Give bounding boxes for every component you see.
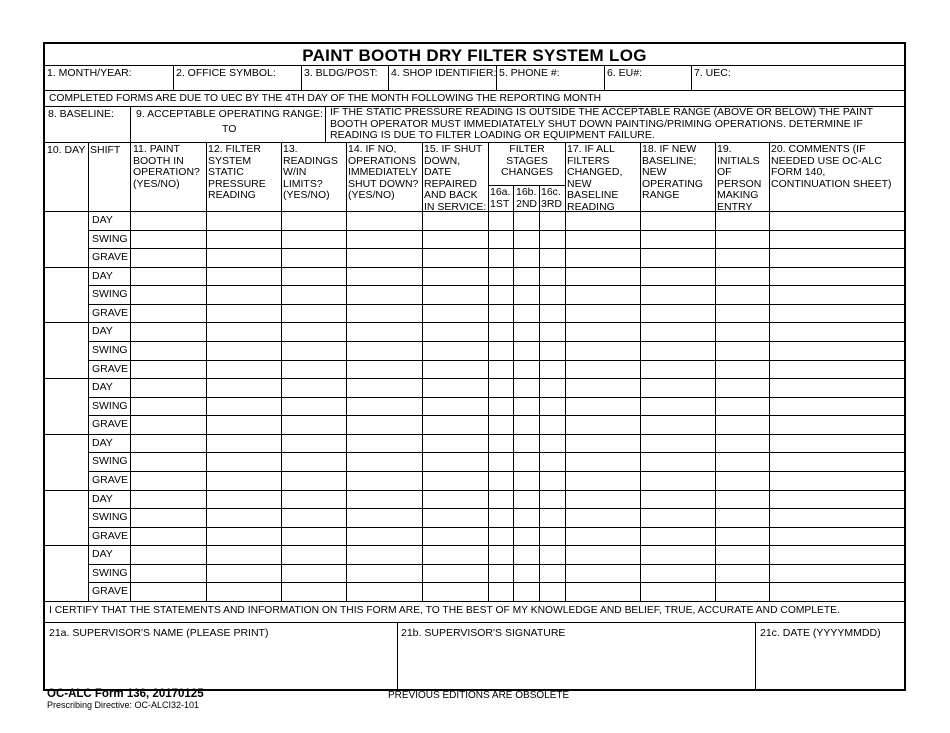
table-row-shift: SWING <box>92 232 128 245</box>
row-divider <box>45 267 904 268</box>
row-divider <box>88 452 904 453</box>
table-row-shift: DAY <box>92 269 113 282</box>
col-16b-header: 16b. 2ND <box>516 186 538 210</box>
row-divider <box>88 582 904 583</box>
col-17-header: 17. IF ALL FILTERS CHANGED, NEW BASELINE READING <box>567 143 623 213</box>
supervisor-date-field[interactable]: 21c. DATE (YYYYMMDD) <box>760 627 881 639</box>
table-row-shift: GRAVE <box>92 418 128 431</box>
col-13-header: 13. READINGS W/IN LIMITS? (YES/NO) <box>283 143 338 201</box>
col-16a-header: 16a. 1ST <box>490 186 511 210</box>
col-19-header: 19. INITIALS OF PERSON MAKING ENTRY <box>717 143 762 213</box>
obsolete-notice: PREVIOUS EDITIONS ARE OBSOLETE <box>388 690 570 701</box>
col-20-header: 20. COMMENTS (IF NEEDED USE OC-ALC FORM 140, CONTINUATION SHEET) <box>771 143 892 190</box>
row-divider <box>45 545 904 546</box>
row-divider <box>88 248 904 249</box>
form-title: PAINT BOOTH DRY FILTER SYSTEM LOG <box>302 46 647 65</box>
col-16-header: FILTER STAGES CHANGES <box>501 143 553 178</box>
phone-field[interactable]: 5. PHONE #: <box>499 67 560 79</box>
pressure-instruction: IF THE STATIC PRESSURE READING IS OUTSIDE THE ACCEPTABLE RANGE (ABOVE OR BELOW) THE PAINT BOOTH OPERATOR MUST IMMEDIATATELY SHUT DOWN PAINTING/PRIMING OPERATIONS. DETERMINE IF READING IS DUE TO FILTER LOADING OR EQUIPMENT FAILURE. <box>330 106 873 141</box>
row-divider <box>88 341 904 342</box>
office-symbol-field[interactable]: 2. OFFICE SYMBOL: <box>176 67 276 79</box>
table-row-shift: DAY <box>92 214 113 226</box>
row-divider <box>88 304 904 305</box>
table-row-shift: DAY <box>92 325 113 338</box>
dry-filter-log-form <box>43 42 906 691</box>
table-row-shift: SWING <box>92 566 128 579</box>
table-row-shift: SWING <box>92 399 128 412</box>
row-divider <box>45 490 904 491</box>
table-row-shift: GRAVE <box>92 585 128 598</box>
table-row-shift: GRAVE <box>92 251 128 264</box>
month-year-field[interactable]: 1. MONTH/YEAR: <box>47 67 132 79</box>
row-divider <box>88 285 904 286</box>
row-divider <box>88 360 904 361</box>
table-row-shift: GRAVE <box>92 529 128 542</box>
col-16c-header: 16c. 3RD <box>541 186 563 210</box>
row-divider <box>88 508 904 509</box>
table-row-shift: SWING <box>92 511 128 524</box>
supervisor-name-field[interactable]: 21a. SUPERVISOR'S NAME (PLEASE PRINT) <box>49 627 269 639</box>
form-id: OC-ALC Form 136, 20170125 <box>47 688 204 700</box>
operating-range-label: 9. ACCEPTABLE OPERATING RANGE: <box>136 108 323 120</box>
col-18-header: 18. IF NEW BASELINE; NEW OPERATING RANGE <box>642 143 704 201</box>
table-row-shift: DAY <box>92 436 113 449</box>
row-divider <box>88 230 904 231</box>
due-notice: COMPLETED FORMS ARE DUE TO UEC BY THE 4TH DAY OF THE MONTH FOLLOWING THE REPORTING MONTH <box>49 93 602 104</box>
table-row-shift: SWING <box>92 455 128 468</box>
certification-statement: I CERTIFY THAT THE STATEMENTS AND INFORMATION ON THIS FORM ARE, TO THE BEST OF MY KNOWLEDGE AND BELIEF, TRUE, ACCURATE AND COMPLETE. <box>49 605 840 616</box>
table-row-shift: DAY <box>92 492 113 505</box>
col-11-header: 11. PAINT BOOTH IN OPERATION? (YES/NO) <box>133 143 200 190</box>
eu-field[interactable]: 6. EU#: <box>607 67 643 79</box>
table-row-shift: GRAVE <box>92 473 128 486</box>
range-to-label: TO <box>222 123 237 135</box>
col-day-header: 10. DAY <box>47 144 86 156</box>
row-divider <box>45 211 904 212</box>
row-divider <box>88 415 904 416</box>
table-row-shift: DAY <box>92 381 113 394</box>
col-14-header: 14. IF NO, OPERATIONS IMMEDIATELY SHUT DOWN? (YES/NO) <box>348 143 419 201</box>
row-divider <box>45 378 904 379</box>
table-row-shift: SWING <box>92 288 128 301</box>
bldg-post-field[interactable]: 3. BLDG/POST: <box>304 67 378 79</box>
row-divider <box>45 322 904 323</box>
prescribing-directive: Prescribing Directive: OC-ALCI32-101 <box>47 700 200 710</box>
shop-identifier-field[interactable]: 4. SHOP IDENTIFIER: <box>391 67 497 79</box>
col-shift-header: SHIFT <box>90 144 121 156</box>
row-divider <box>88 397 904 398</box>
table-row-shift: GRAVE <box>92 362 128 375</box>
col-12-header: 12. FILTER SYSTEM STATIC PRESSURE READING <box>208 143 266 201</box>
col-15-header: 15. IF SHUT DOWN, DATE REPAIRED AND BACK IN SERVICE: <box>424 143 487 213</box>
uec-field[interactable]: 7. UEC: <box>694 67 731 79</box>
row-divider <box>88 471 904 472</box>
table-row-shift: SWING <box>92 343 128 356</box>
row-divider <box>45 434 904 435</box>
baseline-field[interactable]: 8. BASELINE: <box>48 108 114 120</box>
row-divider <box>88 527 904 528</box>
table-row-shift: GRAVE <box>92 306 128 319</box>
supervisor-signature-field[interactable]: 21b. SUPERVISOR'S SIGNATURE <box>401 627 566 639</box>
table-row-shift: DAY <box>92 548 113 561</box>
row-divider <box>88 564 904 565</box>
